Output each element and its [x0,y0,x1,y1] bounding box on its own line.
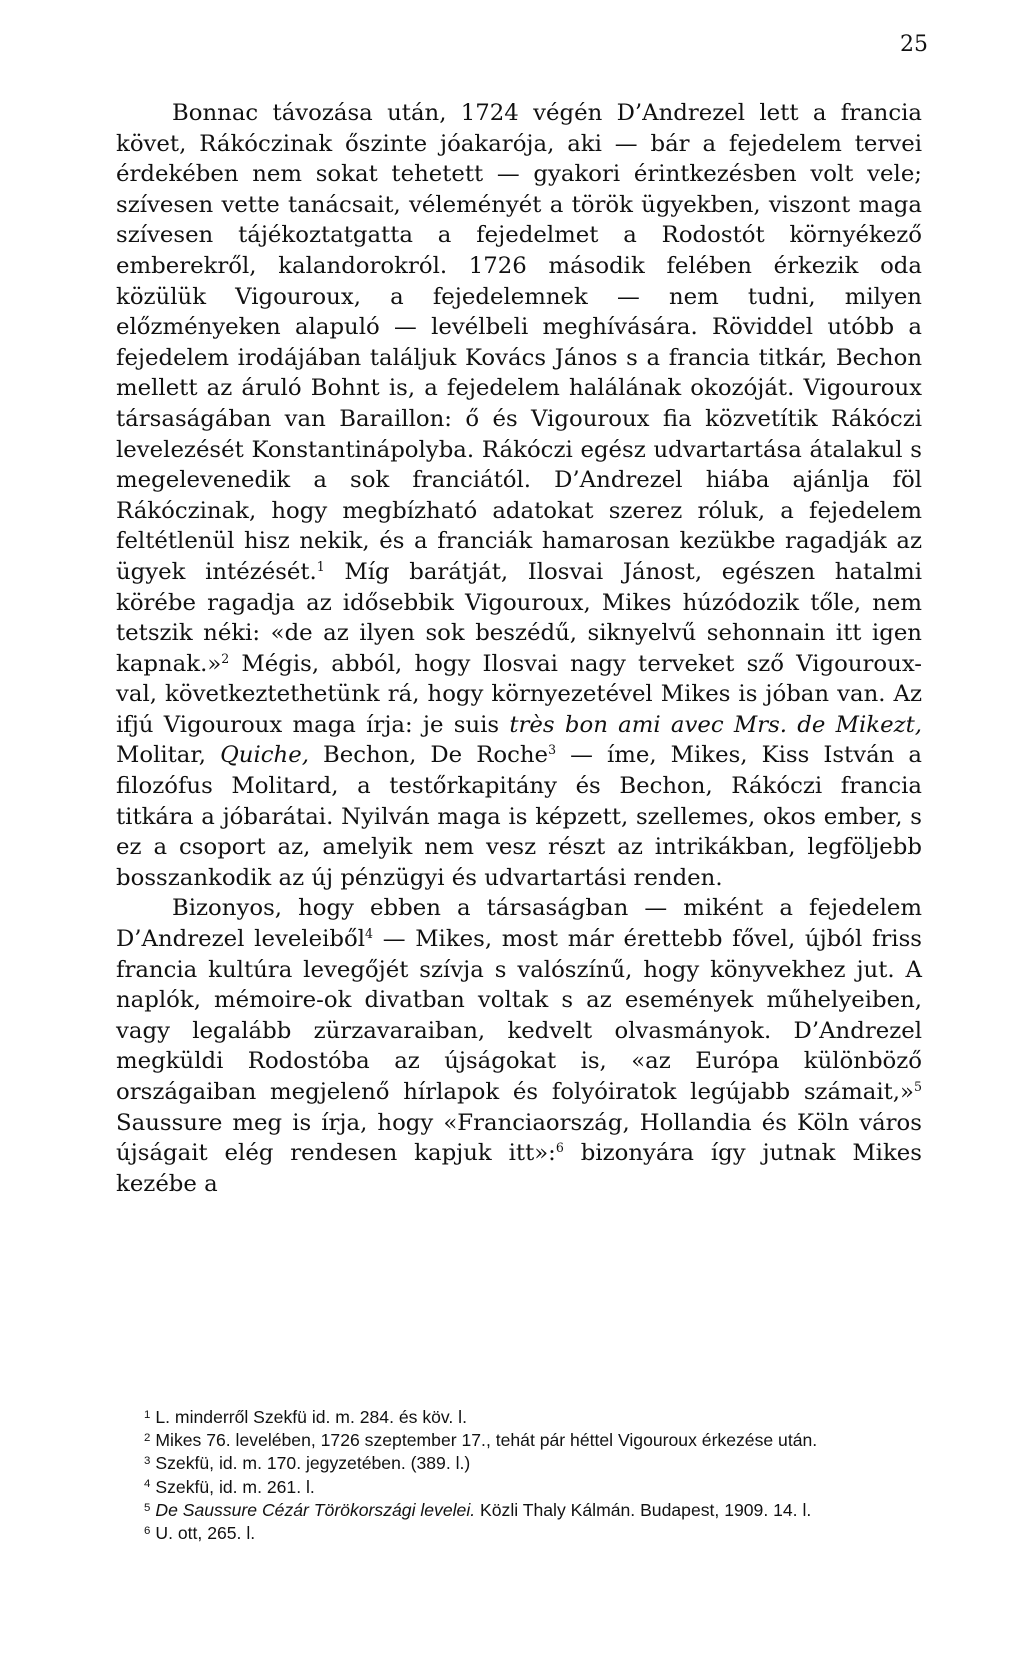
footnote-mark: 1 [144,1408,151,1421]
name-quiche-italic: Quiche, [220,742,309,769]
page-number: 25 [900,32,928,57]
footnote-text: Szekfü, id. m. 261. l. [155,1476,315,1497]
footnote-6 [116,1522,922,1545]
paragraph-2-text-a: Bizonyos, hogy ebben a társaságban — miként a fejedelem D’Andrezel leveleiből [116,895,922,953]
paragraph-1-text-b: Míg barátját, Ilosvai Jánost, egészen hatalmi körébe ragadja az idősebbik Vigouroux, Mikes húzódozik tőle, nem tetszik néki: «de az ilyen sok beszédű, siknyelvű sehonnain itt igen kapnak.» [116,558,922,677]
footnote-3 [116,1452,922,1475]
footnote-ref-4: 4 [365,925,373,941]
footnote-mark: 6 [144,1524,151,1537]
footnote-ref-2: 2 [221,650,230,666]
paragraph-1-text-e: Bechon, De Roche [308,742,549,769]
footnote-2 [116,1429,922,1452]
footnote-text: L. minderről Szekfü id. m. 284. és köv. l. [155,1407,467,1427]
paragraph-1-text-a: Bonnac távozása után, 1724 végén D’Andrezel lett a francia követ, Rákóczinak őszinte jóakarója, aki — bár a fejedelem tervei érdekében nem sokat tehetett — gyakori érintkezésben volt vele; szívesen vette tanácsait, véleményét a török ügyekben, viszont maga szívesen tájékoztatgatta a fejedelmet a Rodostót környékező emberekről, kalandorokról. 1726 második felében érkezik oda közülük Vigouroux, a fejedelemnek — nem tudni, milyen előzményeken alapuló — levélbeli meghívására. Röviddel utóbb a fejedelem irodájában találjuk Kovács János s a francia titkár, Bechon mellett az áruló Bohnt is, a fejedelem halálának okozóját. Vigouroux társaságában van Baraillon: ő és Vigouroux fia közvetítik Rákóczi levelezését Konstantinápolyba. Rákóczi egész udvartartása átalakul s megelevenedik a sok franciától. D’Andrezel hiába ajánlja föl Rákóczinak, hogy megbízható adatokat szerez róluk, a fejedelem feltétlenül hisz nekik, és a franciák hamarosan kezükbe ragadják az ügyek intézését. [116,100,922,585]
footnotes [116,1406,922,1545]
paragraph-2 [116,893,922,1199]
footnote-ref-1: 1 [316,558,325,574]
footnote-ref-5: 5 [914,1078,922,1094]
footnote-italic-title: De Saussure Cézár Törökországi levelei. [155,1499,476,1520]
footnote-ref-3: 3 [548,742,557,758]
paragraph-1-text-d: Molitar, [116,742,221,769]
paragraph-1-text-c: Mégis, abból, hogy Ilosvai nagy terveket sző Vigouroux-val, következtethetünk rá, hogy környezetével Mikes is jóban van. Az ifjú Vigouroux maga írja: je suis [116,650,922,738]
footnote-text: Szekfü, id. m. 170. jegyzetében. (389. l.) [155,1453,471,1474]
paragraph-2-text-b: — Mikes, most már érettebb fővel, újból friss francia kultúra levegőjét szívja s valószínű, hogy könyvekhez jut. A naplók, mémoire-ok divatban voltak s az események műhelyeiben, vagy legalább zürzavaraiban, kedvelt olvasmányok. D’Andrezel megküldi Rodostóba az újságokat is, «az Európa különböző országaiban megjelenő hírlapok és folyóiratok legújabb számait,» [116,926,922,1105]
paragraph-1 [116,98,922,893]
footnote-ref-6: 6 [555,1140,564,1156]
footnote-text: Közli Thaly Kálmán. Budapest, 1909. 14. l. [475,1499,812,1520]
footnote-mark: 5 [144,1501,151,1514]
footnote-5 [116,1499,922,1522]
footnote-mark: 3 [144,1455,151,1468]
paragraph-2-text-d: bizonyára így jutnak Mikes kezébe a [116,1140,922,1197]
main-text [116,98,922,1199]
footnote-text: U. ott, 265. l. [155,1523,256,1544]
paragraph-2-text-c: Saussure meg is írja, hogy «Franciaország, Hollandia és Köln város újságait elég rendesen kapjuk itt»: [116,1109,922,1167]
footnote-mark: 2 [144,1432,151,1445]
footnote-mark: 4 [144,1478,151,1491]
footnote-4 [116,1476,922,1499]
french-quote-italic: très bon ami avec Mrs. de Mikezt, [509,711,922,738]
footnote-1 [116,1406,922,1429]
paragraph-1-text-f: — íme, Mikes, Kiss István a filozófus Molitard, a testőrkapitány és Bechon, Rákóczi francia titkára a jóbarátai. Nyilván maga is képzett, szellemes, okos ember, s ez a csoport az, amelyik nem vesz részt az intrikákban, legföljebb bosszankodik az új pénzügyi és udvartartási renden. [116,742,922,891]
footnote-text: Mikes 76. levelében, 1726 szeptember 17., tehát pár héttel Vigouroux érkezése után. [155,1430,818,1451]
